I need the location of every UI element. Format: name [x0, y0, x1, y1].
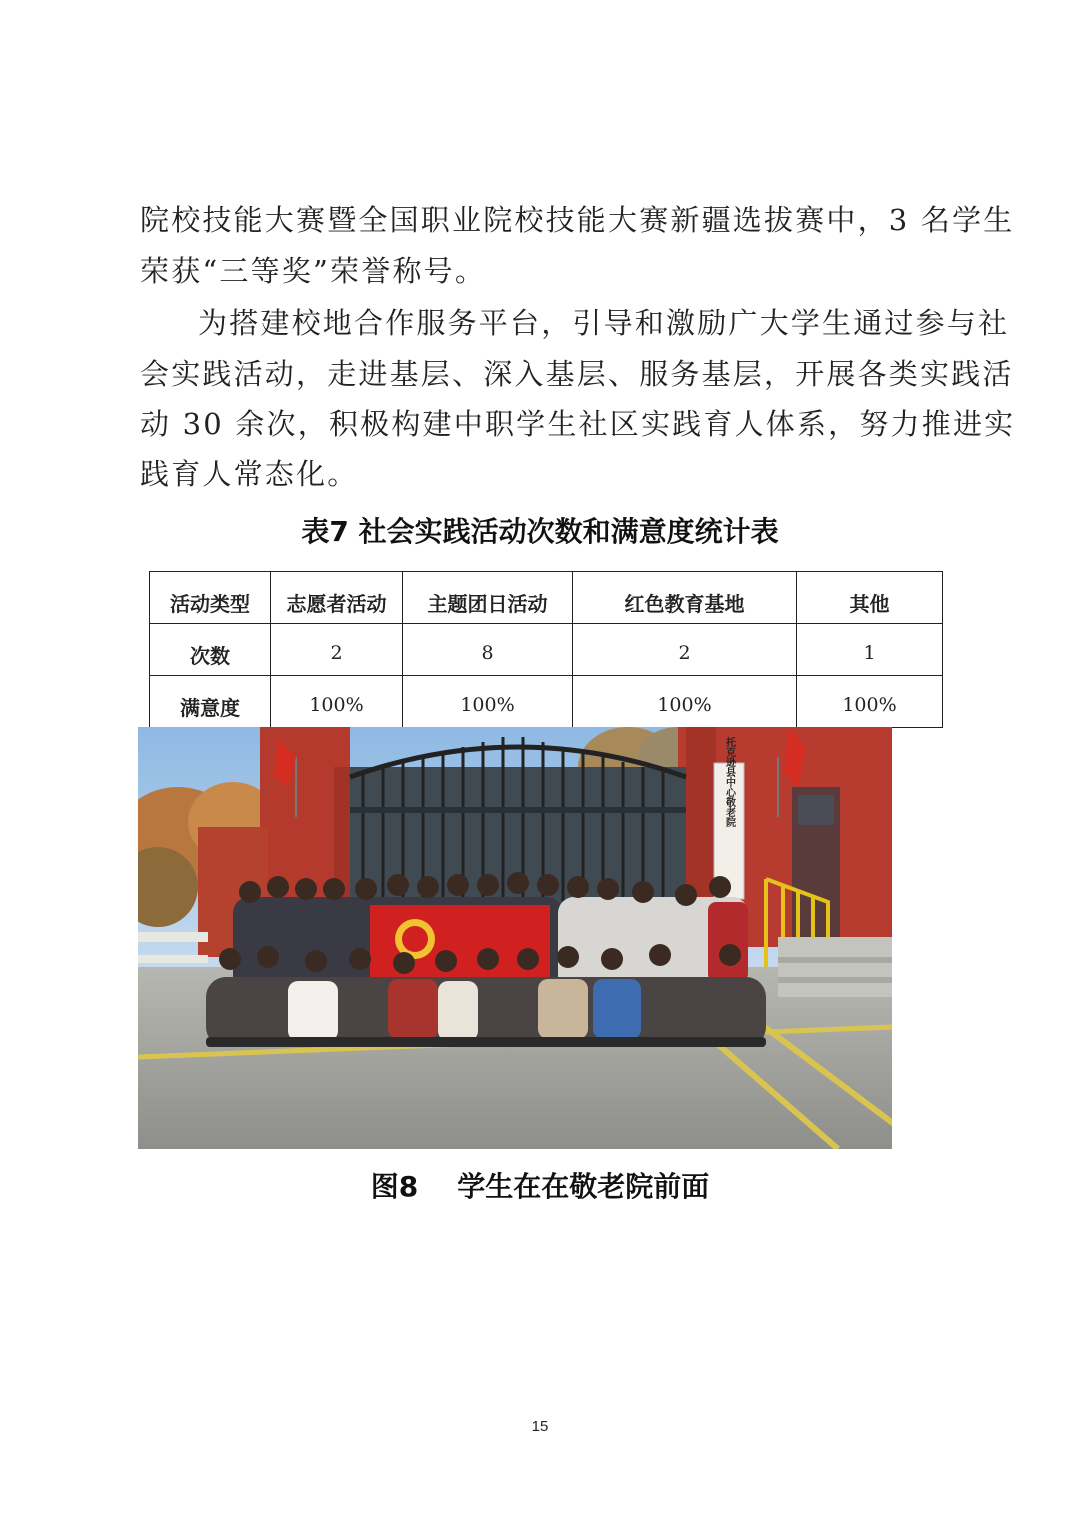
table-cell: 100%	[797, 676, 943, 728]
table-cell: 1	[797, 624, 943, 676]
table-row	[150, 624, 943, 676]
activity-stats-table	[149, 571, 943, 728]
table-header-cell: 其他	[797, 572, 943, 624]
table-cell: 8	[403, 624, 573, 676]
row-label: 满意度	[150, 676, 271, 728]
page-number: 15	[531, 1418, 549, 1435]
table-caption: 表7 社会实践活动次数和满意度统计表	[301, 515, 779, 548]
table-cell: 2	[573, 624, 797, 676]
figure-caption: 图8 学生在在敬老院前面	[370, 1170, 710, 1203]
table-header-cell: 活动类型	[150, 572, 271, 624]
paragraph-line: 会实践活动，走进基层、深入基层、服务基层，开展各类实践活	[140, 357, 1014, 391]
table-header-cell: 志愿者活动	[271, 572, 403, 624]
paragraph-line: 动 30 余次，积极构建中职学生社区实践育人体系，努力推进实	[140, 407, 1016, 441]
table-header-cell: 主题团日活动	[403, 572, 573, 624]
table-cell: 100%	[271, 676, 403, 728]
paragraph-line: 为搭建校地合作服务平台，引导和激励广大学生通过参与社	[198, 306, 1010, 340]
sign-text: 托克逊县中心敬老院	[723, 737, 735, 827]
paragraph-line: 院校技能大赛暨全国职业院校技能大赛新疆选拔赛中，3 名学生	[140, 203, 1015, 237]
table-header-row	[150, 572, 943, 624]
table-cell: 100%	[403, 676, 573, 728]
table-row	[150, 676, 943, 728]
table-cell: 2	[271, 624, 403, 676]
group-photo	[138, 727, 892, 1149]
paragraph-line: 荣获“三等奖”荣誉称号。	[140, 254, 487, 288]
row-label: 次数	[150, 624, 271, 676]
paragraph-line: 践育人常态化。	[140, 457, 359, 491]
table-header-cell: 红色教育基地	[573, 572, 797, 624]
table-cell: 100%	[573, 676, 797, 728]
